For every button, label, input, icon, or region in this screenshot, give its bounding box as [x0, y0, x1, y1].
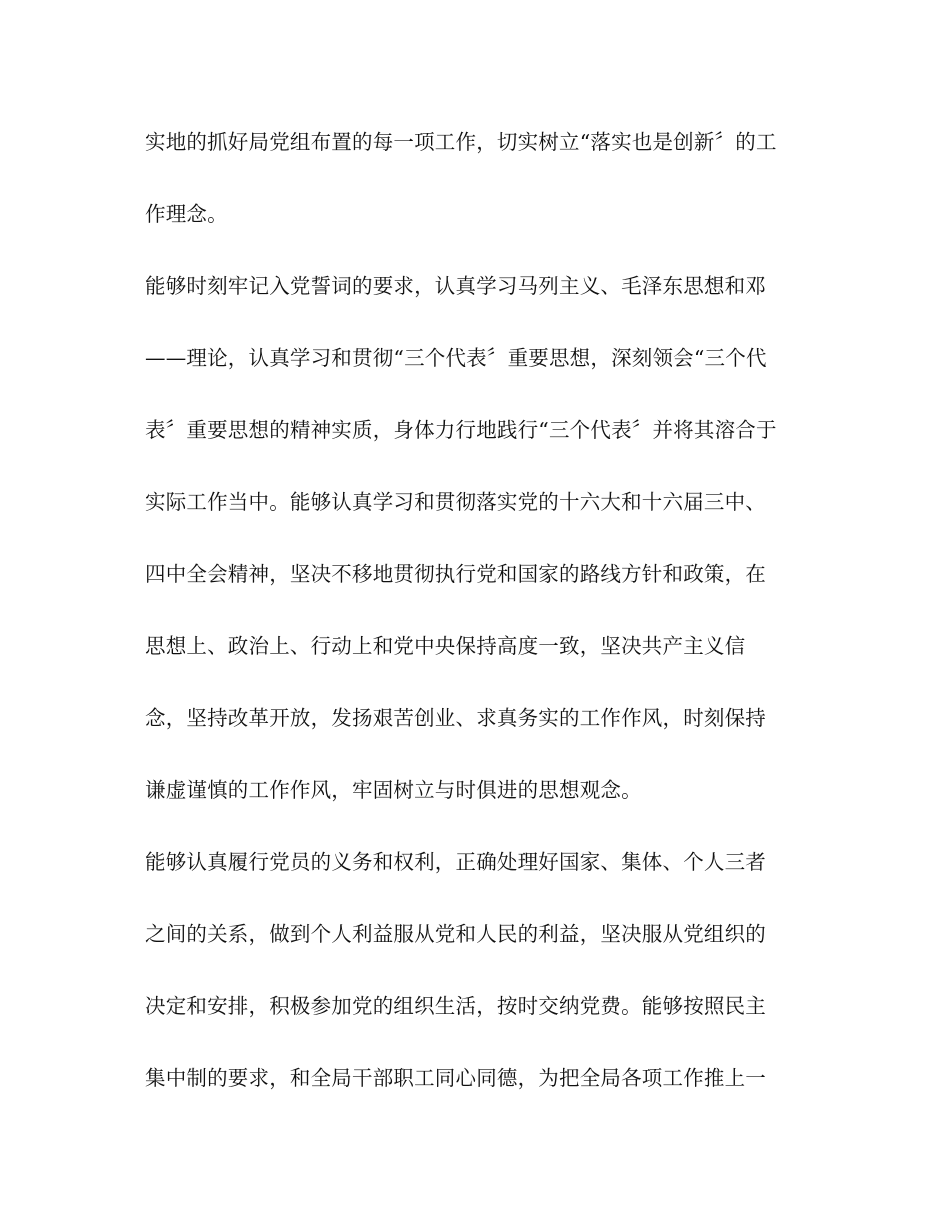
text-line: ——理论，认真学习和贯彻“三个代表〞重要思想，深刻领会“三个代: [145, 346, 767, 370]
text-line: 作理念。: [145, 202, 228, 226]
text-line: 实地的抓好局党组布置的每一项工作，切实树立“落实也是创新〞的工: [145, 130, 777, 154]
text-line: 之间的关系，做到个人利益服从党和人民的利益，坚决服从党组织的: [145, 922, 766, 946]
text-line: 能够认真履行党员的义务和权利，正确处理好国家、集体、个人三者: [145, 850, 766, 874]
text-line: 集中制的要求，和全局干部职工同心同德，为把全局各项工作推上一: [145, 1066, 766, 1090]
text-line: 念，坚持改革开放，发扬艰苦创业、求真务实的工作作风，时刻保持: [145, 706, 766, 730]
text-line: 决定和安排，积极参加党的组织生活，按时交纳党费。能够按照民主: [145, 994, 766, 1018]
text-line: 思想上、政治上、行动上和党中央保持高度一致，坚决共产主义信: [145, 634, 746, 658]
text-line: 表〞重要思想的精神实质，身体力行地践行“三个代表〞并将其溶合于: [145, 418, 777, 442]
text-line: 实际工作当中。能够认真学习和贯彻落实党的十六大和十六届三中、: [145, 490, 766, 514]
text-line: 四中全会精神，坚决不移地贯彻执行党和国家的路线方针和政策，在: [145, 562, 766, 586]
text-line: 谦虚谨慎的工作作风，牢固树立与时俱进的思想观念。: [145, 778, 642, 802]
text-line: 能够时刻牢记入党誓词的要求，认真学习马列主义、毛泽东思想和邓: [145, 274, 766, 298]
